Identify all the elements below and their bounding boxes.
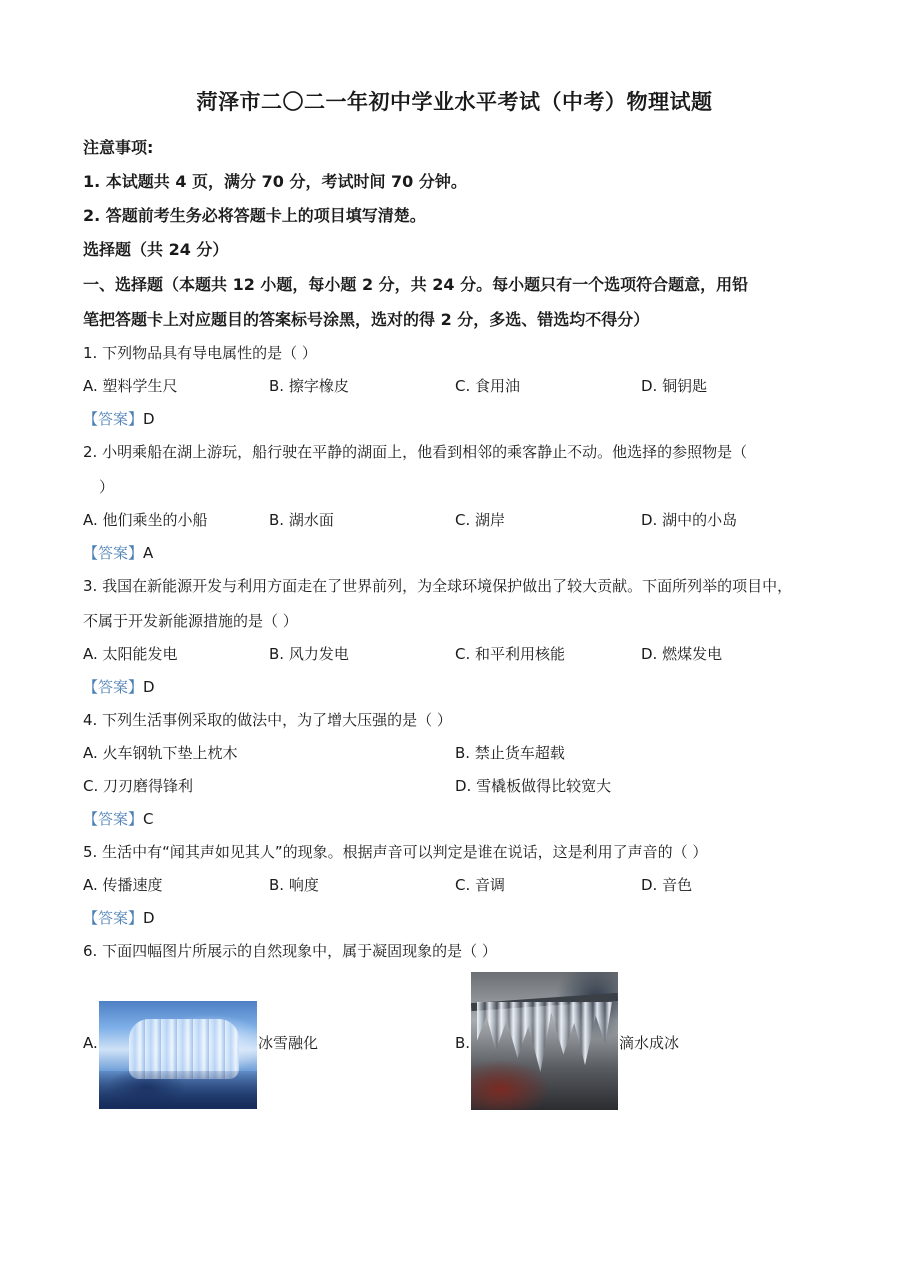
question-3-stem-line2: 不属于开发新能源措施的是（ ） xyxy=(83,612,298,630)
question-6-option-b-letter: B. xyxy=(455,1034,471,1052)
question-6-stem: 6. 下面四幅图片所展示的自然现象中，属于凝固现象的是（ ） xyxy=(83,942,497,960)
question-4-option-a: A. 火车钢轨下垫上枕木 xyxy=(83,744,238,762)
page-title: 菏泽市二〇二一年初中学业水平考试（中考）物理试题 xyxy=(196,90,713,114)
question-4-answer xyxy=(83,809,154,829)
question-1-option-b: B. 擦字橡皮 xyxy=(269,377,349,395)
question-5-option-c: C. 音调 xyxy=(455,876,506,894)
notice-heading: 注意事项: xyxy=(83,138,154,157)
question-2-stem-line2: ） xyxy=(99,478,115,496)
question-1-stem: 1. 下列物品具有导电属性的是（ ） xyxy=(83,344,317,362)
question-6-option-b-caption: 滴水成冰 xyxy=(619,1034,680,1052)
question-5-option-d: D. 音色 xyxy=(641,876,693,894)
question-4-option-d: D. 雪橇板做得比较宽大 xyxy=(455,777,612,795)
question-4-stem: 4. 下列生活事例采取的做法中，为了增大压强的是（ ） xyxy=(83,711,452,729)
question-1-option-a: A. 塑料学生尺 xyxy=(83,377,178,395)
question-1-option-d: D. 铜钥匙 xyxy=(641,377,708,395)
ice-melting-photo xyxy=(99,1001,257,1109)
question-2-option-b: B. 湖水面 xyxy=(269,511,334,529)
section-heading: 选择题（共 24 分） xyxy=(83,240,229,259)
question-2-option-c: C. 湖岸 xyxy=(455,511,506,529)
question-1-answer xyxy=(83,409,155,429)
answer-label: 【答案】 xyxy=(83,410,144,428)
question-5-option-b: B. 响度 xyxy=(269,876,319,894)
answer-label: 【答案】 xyxy=(83,909,144,927)
answer-label: 【答案】 xyxy=(83,544,144,562)
question-1-option-c: C. 食用油 xyxy=(455,377,521,395)
answer-label: 【答案】 xyxy=(83,678,144,696)
question-6-option-a-letter: A. xyxy=(83,1034,98,1052)
question-2-option-a: A. 他们乘坐的小船 xyxy=(83,511,208,529)
question-4-option-b: B. 禁止货车超载 xyxy=(455,744,565,762)
question-3-answer xyxy=(83,677,155,697)
answer-value: D xyxy=(143,410,155,428)
question-3-option-d: D. 燃煤发电 xyxy=(641,645,723,663)
answer-value: C xyxy=(143,810,154,828)
notice-item-2: 2. 答题前考生务必将答题卡上的项目填写清楚。 xyxy=(83,206,426,225)
question-2-stem-line1: 2. 小明乘船在湖上游玩，船行驶在平静的湖面上，他看到相邻的乘客静止不动。他选择的参照物是（ xyxy=(83,443,748,461)
question-2-answer xyxy=(83,543,153,563)
question-6-option-a-caption: 冰雪融化 xyxy=(258,1034,319,1052)
section-instructions-line1: 一、选择题（本题共 12 小题，每小题 2 分，共 24 分。每小题只有一个选项符合题意，用铅 xyxy=(83,275,749,294)
question-5-stem: 5. 生活中有“闻其声如见其人”的现象。根据声音可以判定是谁在说话，这是利用了声音的（ ） xyxy=(83,843,708,861)
question-2-option-d: D. 湖中的小岛 xyxy=(641,511,738,529)
notice-item-1: 1. 本试题共 4 页，满分 70 分，考试时间 70 分钟。 xyxy=(83,172,467,191)
question-4-option-c: C. 刀刃磨得锋利 xyxy=(83,777,194,795)
question-5-option-a: A. 传播速度 xyxy=(83,876,163,894)
answer-label: 【答案】 xyxy=(83,810,144,828)
question-3-stem-line1: 3. 我国在新能源开发与利用方面走在了世界前列，为全球环境保护做出了较大贡献。下面所列举的项目中， xyxy=(83,577,793,595)
question-3-option-b: B. 风力发电 xyxy=(269,645,349,663)
answer-value: A xyxy=(143,544,154,562)
section-instructions-line2: 笔把答题卡上对应题目的答案标号涂黑，选对的得 2 分，多选、错选均不得分） xyxy=(83,310,650,329)
answer-value: D xyxy=(143,678,155,696)
answer-value: D xyxy=(143,909,155,927)
icicles-photo xyxy=(471,972,618,1110)
question-3-option-c: C. 和平利用核能 xyxy=(455,645,566,663)
question-3-option-a: A. 太阳能发电 xyxy=(83,645,178,663)
question-5-answer xyxy=(83,908,155,928)
